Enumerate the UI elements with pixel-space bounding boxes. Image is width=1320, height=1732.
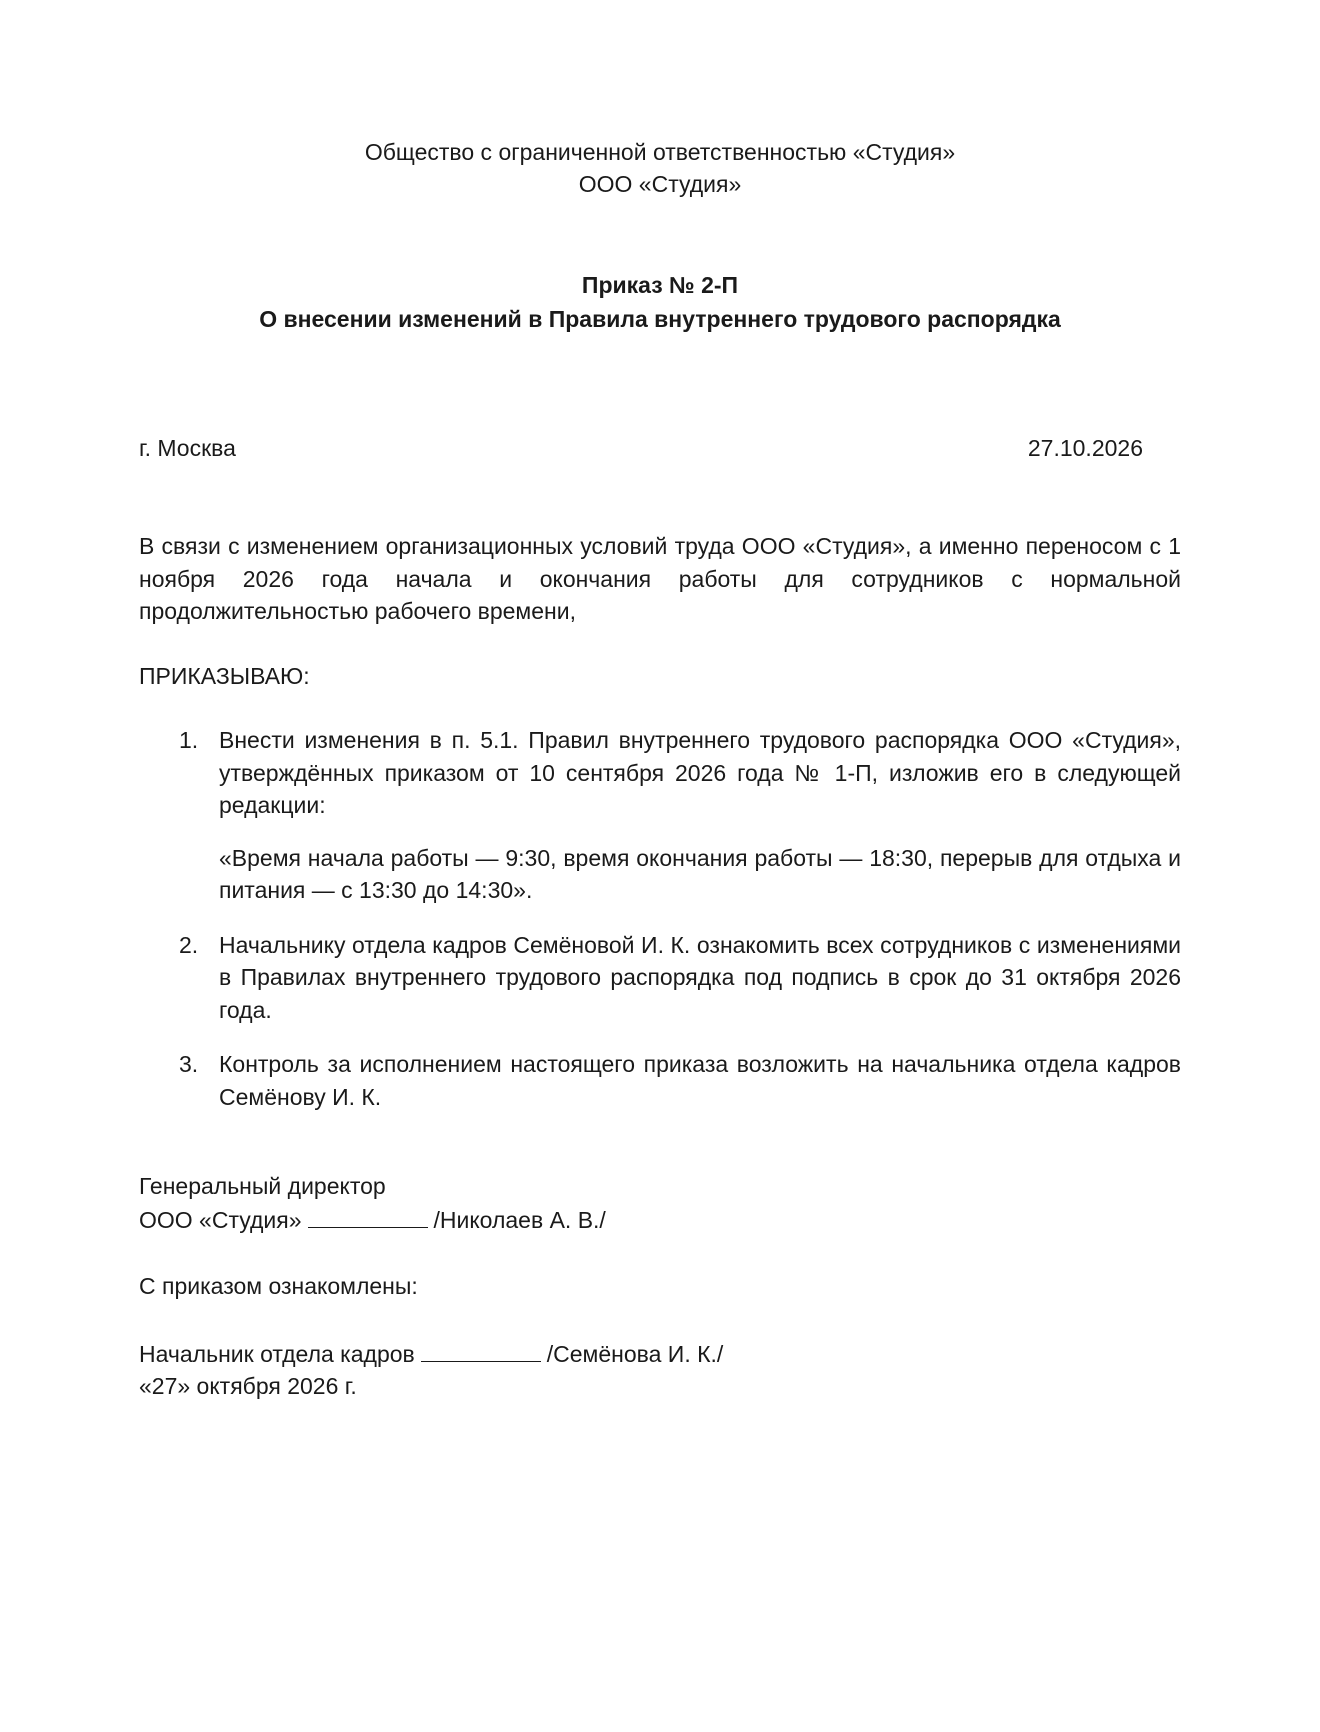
list-item	[139, 929, 1181, 1027]
item-quote: «Время начала работы — 9:30, время окончания работы — 18:30, перерыв для отдыха и питания — с 13:30 до 14:30».	[219, 844, 1181, 903]
hr-signature-line	[139, 1337, 1181, 1371]
document-body	[139, 530, 1181, 1135]
list-item	[139, 724, 1181, 907]
acknowledged-date: «27» октября 2026 г.	[139, 1373, 357, 1399]
order-items-list	[139, 724, 1181, 1113]
organization-short-name: ООО «Студия»	[578, 171, 742, 197]
item-number: 1.	[179, 727, 199, 753]
hr-name: /Семёнова И. К./	[546, 1340, 724, 1367]
order-word: ПРИКАЗЫВАЮ:	[139, 662, 310, 689]
director-signature-line	[139, 1203, 1181, 1237]
signature-underline	[421, 1337, 541, 1362]
order-subject: О внесении изменений в Правила внутреннего трудового распорядка	[259, 306, 1061, 332]
director-position: Генеральный директор	[139, 1173, 386, 1199]
acknowledged-heading: С приказом ознакомлены:	[139, 1273, 418, 1299]
list-item	[139, 1048, 1181, 1113]
director-company: ООО «Студия»	[139, 1206, 302, 1233]
document-date: 27.10.2026	[1027, 435, 1143, 461]
city: г. Москва	[139, 435, 236, 461]
item-text: Внести изменения в п. 5.1. Правил внутреннего трудового распорядка ООО «Студия», утверждённых приказом от 10 сентября 2026 года № 1-П, изложив его в следующей редакции:	[219, 727, 1181, 818]
order-number: Приказ № 2-П	[581, 272, 739, 298]
signature-block	[139, 1170, 1181, 1403]
director-name: /Николаев А. В./	[433, 1206, 606, 1233]
organization-header	[0, 136, 1320, 200]
place-date-row	[139, 432, 1143, 464]
organization-full-name: Общество с ограниченной ответственностью «Студия»	[364, 139, 956, 165]
signature-underline	[308, 1203, 428, 1228]
item-number: 3.	[179, 1051, 199, 1077]
item-text: Начальнику отдела кадров Семёновой И. К. ознакомить всех сотрудников с изменениями в Правилах внутреннего трудового распорядка под подпись в срок до 31 октября 2026 года.	[219, 931, 1181, 1023]
hr-position: Начальник отдела кадров	[139, 1340, 415, 1367]
preamble-paragraph: В связи с изменением организационных условий труда ООО «Студия», а именно переносом с 1 ноября 2026 года начала и окончания работы для сотрудников с нормальной продолжительностью рабочего времени,	[139, 533, 1181, 624]
item-text: Контроль за исполнением настоящего приказа возложить на начальника отдела кадров Семёнову И. К.	[219, 1051, 1181, 1110]
item-number: 2.	[179, 931, 199, 958]
document-title	[0, 268, 1320, 336]
